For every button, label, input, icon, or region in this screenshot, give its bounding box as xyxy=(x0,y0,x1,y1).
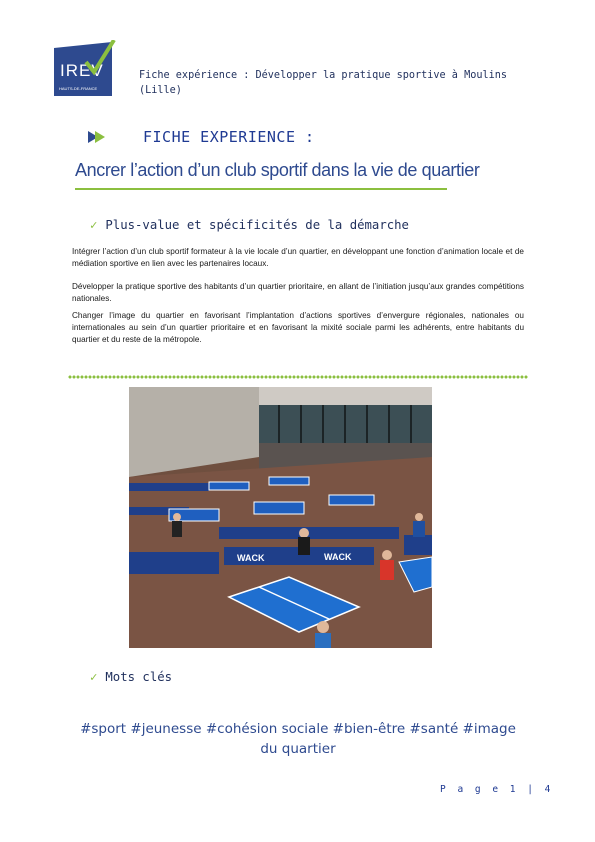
keywords-line-1: #sport #jeunesse #cohésion sociale #bien-être #santé #image xyxy=(80,721,516,737)
section-heading-text: Plus-value et spécificités de la démarche xyxy=(105,218,409,232)
check-icon: ✓ xyxy=(90,218,98,232)
irev-logo xyxy=(54,40,116,96)
section-heading-mots-cles xyxy=(90,670,172,684)
banner-text-2: WACK xyxy=(324,552,352,562)
logo-subtext: HAUTS-DE-FRANCE xyxy=(59,86,98,91)
keywords xyxy=(60,719,536,759)
paragraph-3: Changer l’image du quartier en favorisant l’implantation d’actions sportives d’envergure régionales, nationales ou internationales au sein d’un quartier prioritaire et en favorisant la mixité sociale parmi les adhérents, entre habitants du quartier et du reste de la métropole. xyxy=(72,311,524,344)
banner-text: WACK xyxy=(237,553,265,563)
section-heading-text: Mots clés xyxy=(105,670,173,684)
table-tennis-hall-photo xyxy=(129,387,432,648)
keywords-line-2: du quartier xyxy=(260,741,336,757)
dotted-divider xyxy=(68,375,528,379)
header-line-2: (Lille) xyxy=(139,85,182,96)
page-number: P a g e 1 | 4 xyxy=(440,784,554,795)
main-title: Ancrer l’action d’un club sportif dans la vie de quartier xyxy=(75,160,480,180)
header-line-1: Fiche expérience : Développer la pratique sportive à Moulins xyxy=(139,70,508,81)
section-heading-plus-value xyxy=(90,218,409,232)
fiche-title: FICHE EXPERIENCE : xyxy=(143,128,315,146)
check-icon: ✓ xyxy=(90,670,98,684)
double-arrow-icon xyxy=(88,131,108,143)
title-underline xyxy=(75,188,447,190)
document-header xyxy=(139,68,519,98)
logo-text: IREV xyxy=(60,61,104,80)
paragraph-2: Développer la pratique sportive des habitants d’un quartier prioritaire, en allant de l’initiation jusqu’aux grandes compétitions nationales. xyxy=(72,282,524,303)
paragraph-1: Intégrer l’action d’un club sportif formateur à la vie locale d’un quartier, en développant une fonction d’animation locale et de médiation sportive en lien avec les partenaires locaux. xyxy=(72,247,524,268)
